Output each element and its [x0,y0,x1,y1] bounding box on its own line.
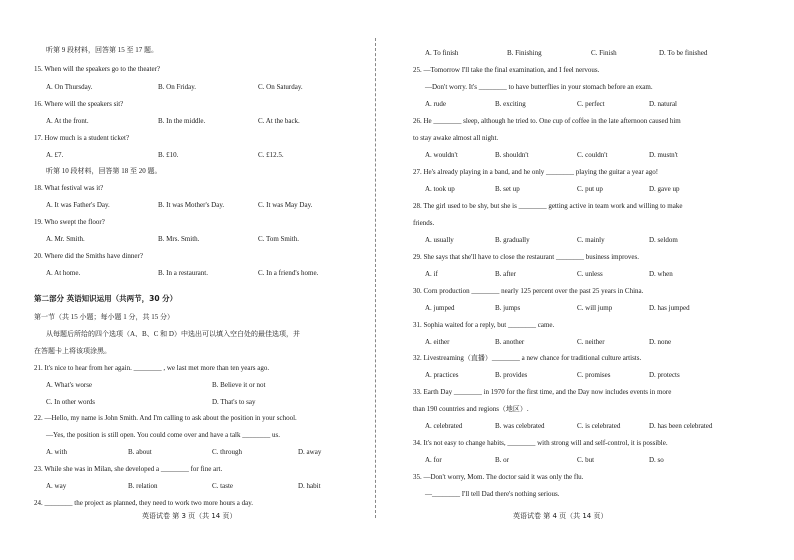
options-20 [46,266,370,280]
option-b[interactable]: B. or [495,456,509,464]
option-b[interactable]: B. was celebrated [495,422,545,430]
option-d[interactable]: D. habit [298,482,321,490]
options-22 [46,445,370,459]
options-29 [425,267,753,281]
option-c[interactable]: C. mainly [577,236,605,244]
question-25: 25. —Tomorrow I'll take the final examination, and I feel nervous. [413,66,600,74]
question-17: 17. How much is a student ticket? [34,134,130,142]
question-35: 35. —Don't worry, Mom. The doctor said it was only the flu. [413,473,584,481]
option-a[interactable]: A. wouldn't [425,151,458,159]
option-b[interactable]: B. exciting [495,100,526,108]
option-b[interactable]: B. set up [495,185,520,193]
option-d[interactable]: D. away [298,448,322,456]
option-a[interactable]: A. if [425,270,438,278]
option-d[interactable]: D. so [649,456,664,464]
question-23: 23. While she was in Milan, she developed a ________ for fine art. [34,465,223,473]
options-27 [425,182,753,196]
options-23 [46,479,370,493]
option-a[interactable]: A. What's worse [46,381,93,389]
listening-intro-9: 听第 9 段材料，回答第 15 至 17 题。 [46,46,158,54]
option-c[interactable]: C. unless [577,270,603,278]
question-33-line-2: than 190 countries and regions（地区）. [413,405,529,413]
listening-intro-10: 听第 10 段材料，回答第 18 至 20 题。 [46,167,162,175]
option-c[interactable]: C. Tom Smith. [258,235,300,243]
option-c[interactable]: C. In a friend's home. [258,269,319,277]
options-31 [425,335,753,349]
page-divider [375,38,376,518]
option-a[interactable]: A. took up [425,185,455,193]
option-d[interactable]: D. has jumped [649,304,690,312]
option-c[interactable]: C. £12.5. [258,151,284,159]
page-footer-left: 英语试卷 第 3 页（共 14 页） [142,512,237,520]
option-d[interactable]: D. To be finished [659,49,708,57]
question-33: 33. Earth Day ________ in 1970 for the first time, and the Day now includes events in more [413,388,672,396]
option-d[interactable]: D. mustn't [649,151,678,159]
option-a[interactable]: A. jumped [425,304,455,312]
options-33 [425,419,753,433]
question-26: 26. He ________ sleep, although he tried to. One cup of coffee in the late afternoon caused him [413,117,681,125]
option-a[interactable]: A. £7. [46,151,64,159]
option-c[interactable]: C. but [577,456,595,464]
question-29: 29. She says that she'll have to close the restaurant ________ business improves. [413,253,639,261]
option-c[interactable]: C. is celebrated [577,422,621,430]
option-b[interactable]: B. provides [495,371,528,379]
option-a[interactable]: A. At the front. [46,117,89,125]
question-24: 24. ________ the project as planned, they need to work two more hours a day. [34,499,254,507]
option-a[interactable]: A. practices [425,371,459,379]
option-a[interactable]: A. Mr. Smith. [46,235,85,243]
option-a[interactable]: A. To finish [425,49,459,57]
option-c[interactable]: C. put up [577,185,603,193]
question-26-line-2: to stay awake almost all night. [413,134,499,142]
option-d[interactable]: D. gave up [649,185,680,193]
option-a[interactable]: A. At home. [46,269,81,277]
option-c[interactable]: C. neither [577,338,605,346]
option-b[interactable]: B. jumps [495,304,521,312]
question-15: 15. When will the speakers go to the theater? [34,65,161,73]
option-b[interactable]: B. after [495,270,516,278]
option-d[interactable]: D. natural [649,100,677,108]
option-c[interactable]: C. taste [212,482,233,490]
question-35-line-2: —________ I'll tell Dad there's nothing serious. [425,490,560,498]
option-b[interactable]: B. In a restaurant. [158,269,208,277]
option-c[interactable]: C. In other words [46,398,95,406]
question-30: 30. Corn production ________ nearly 125 percent over the past 25 years in China. [413,287,644,295]
option-b[interactable]: B. Believe it or not [212,381,266,389]
question-31: 31. Sophia waited for a reply, but ________ came. [413,321,555,329]
option-d[interactable]: D. That's to say [212,398,256,406]
options-28 [425,233,753,247]
option-d[interactable]: D. none [649,338,672,346]
options-19 [46,232,370,246]
options-18 [46,198,370,212]
options-32 [425,368,753,382]
option-b[interactable]: B. £10. [158,151,179,159]
option-c[interactable]: C. On Saturday. [258,83,303,91]
option-a[interactable]: A. It was Father's Day. [46,201,110,209]
question-16: 16. Where will the speakers sit? [34,100,124,108]
options-21-row-1 [46,378,370,392]
option-b[interactable]: B. In the middle. [158,117,206,125]
option-b[interactable]: B. about [128,448,152,456]
section-1-heading: 第一节（共 15 小题；每小题 1 分，共 15 分） [34,313,174,321]
option-b[interactable]: B. It was Mother's Day. [158,201,225,209]
question-20: 20. Where did the Smiths have dinner? [34,252,143,260]
page-footer-right: 英语试卷 第 4 页（共 14 页） [513,512,608,520]
options-30 [425,301,753,315]
options-24 [425,46,753,60]
option-b[interactable]: B. relation [128,482,158,490]
left-page [34,0,370,560]
option-c[interactable]: C. through [212,448,242,456]
question-22: 22. —Hello, my name is John Smith. And I'm calling to ask about the position in your school. [34,414,297,422]
option-c[interactable]: C. Finish [591,49,617,57]
instructions-line-2: 在答题卡上将该项涂黑。 [34,347,111,355]
question-27: 27. He's already playing in a band, and he only ________ playing the guitar a year ago! [413,168,659,176]
option-b[interactable]: B. shouldn't [495,151,529,159]
question-28: 28. The girl used to be shy, but she is ________ getting active in team work and willing to make [413,202,683,210]
option-d[interactable]: D. seldom [649,236,678,244]
question-22-line-2: —Yes, the position is still open. You could come over and have a talk ________ us. [46,431,280,439]
options-25 [425,97,753,111]
option-a[interactable]: A. with [46,448,67,456]
right-page [413,0,753,560]
option-a[interactable]: A. rude [425,100,446,108]
options-16 [46,114,370,128]
option-b[interactable]: B. Mrs. Smith. [158,235,200,243]
option-b[interactable]: B. Finishing [507,49,542,57]
question-34: 34. It's not easy to change habits, ________ with strong will and self-control, it is possible. [413,439,668,447]
option-c[interactable]: C. couldn't [577,151,608,159]
question-21: 21. It's nice to hear from her again. ________ , we last met more than ten years ago. [34,364,270,372]
option-c[interactable]: C. It was May Day. [258,201,313,209]
option-b[interactable]: B. gradually [495,236,530,244]
options-17 [46,148,370,162]
option-b[interactable]: B. On Friday. [158,83,197,91]
question-25-line-2: —Don't worry. It's ________ to have butterflies in your stomach before an exam. [425,83,653,91]
option-d[interactable]: D. when [649,270,673,278]
options-26 [425,148,753,162]
option-c[interactable]: C. promises [577,371,611,379]
option-c[interactable]: C. will jump [577,304,613,312]
option-b[interactable]: B. another [495,338,525,346]
option-a[interactable]: A. celebrated [425,422,463,430]
part-2-heading: 第二部分 英语知识运用（共两节，30 分） [34,294,178,303]
option-a[interactable]: A. way [46,482,67,490]
option-d[interactable]: D. has been celebrated [649,422,713,430]
question-32: 32. Livestreaming（直播）________ a new chance for traditional culture artists. [413,354,642,362]
option-c[interactable]: C. perfect [577,100,605,108]
question-18: 18. What festival was it? [34,184,104,192]
option-d[interactable]: D. protects [649,371,680,379]
question-19: 19. Who swept the floor? [34,218,105,226]
options-15 [46,80,370,94]
option-a[interactable]: A. On Thursday. [46,83,93,91]
instructions-line-1: 从每题后所给的四个选项（A、B、C 和 D）中选出可以填入空白处的最佳选项，并 [46,330,300,338]
options-34 [425,453,753,467]
options-21-row-2 [46,395,370,409]
option-a[interactable]: A. usually [425,236,454,244]
option-a[interactable]: A. either [425,338,450,346]
option-a[interactable]: A. for [425,456,442,464]
option-c[interactable]: C. At the back. [258,117,300,125]
question-28-line-2: friends. [413,219,435,227]
